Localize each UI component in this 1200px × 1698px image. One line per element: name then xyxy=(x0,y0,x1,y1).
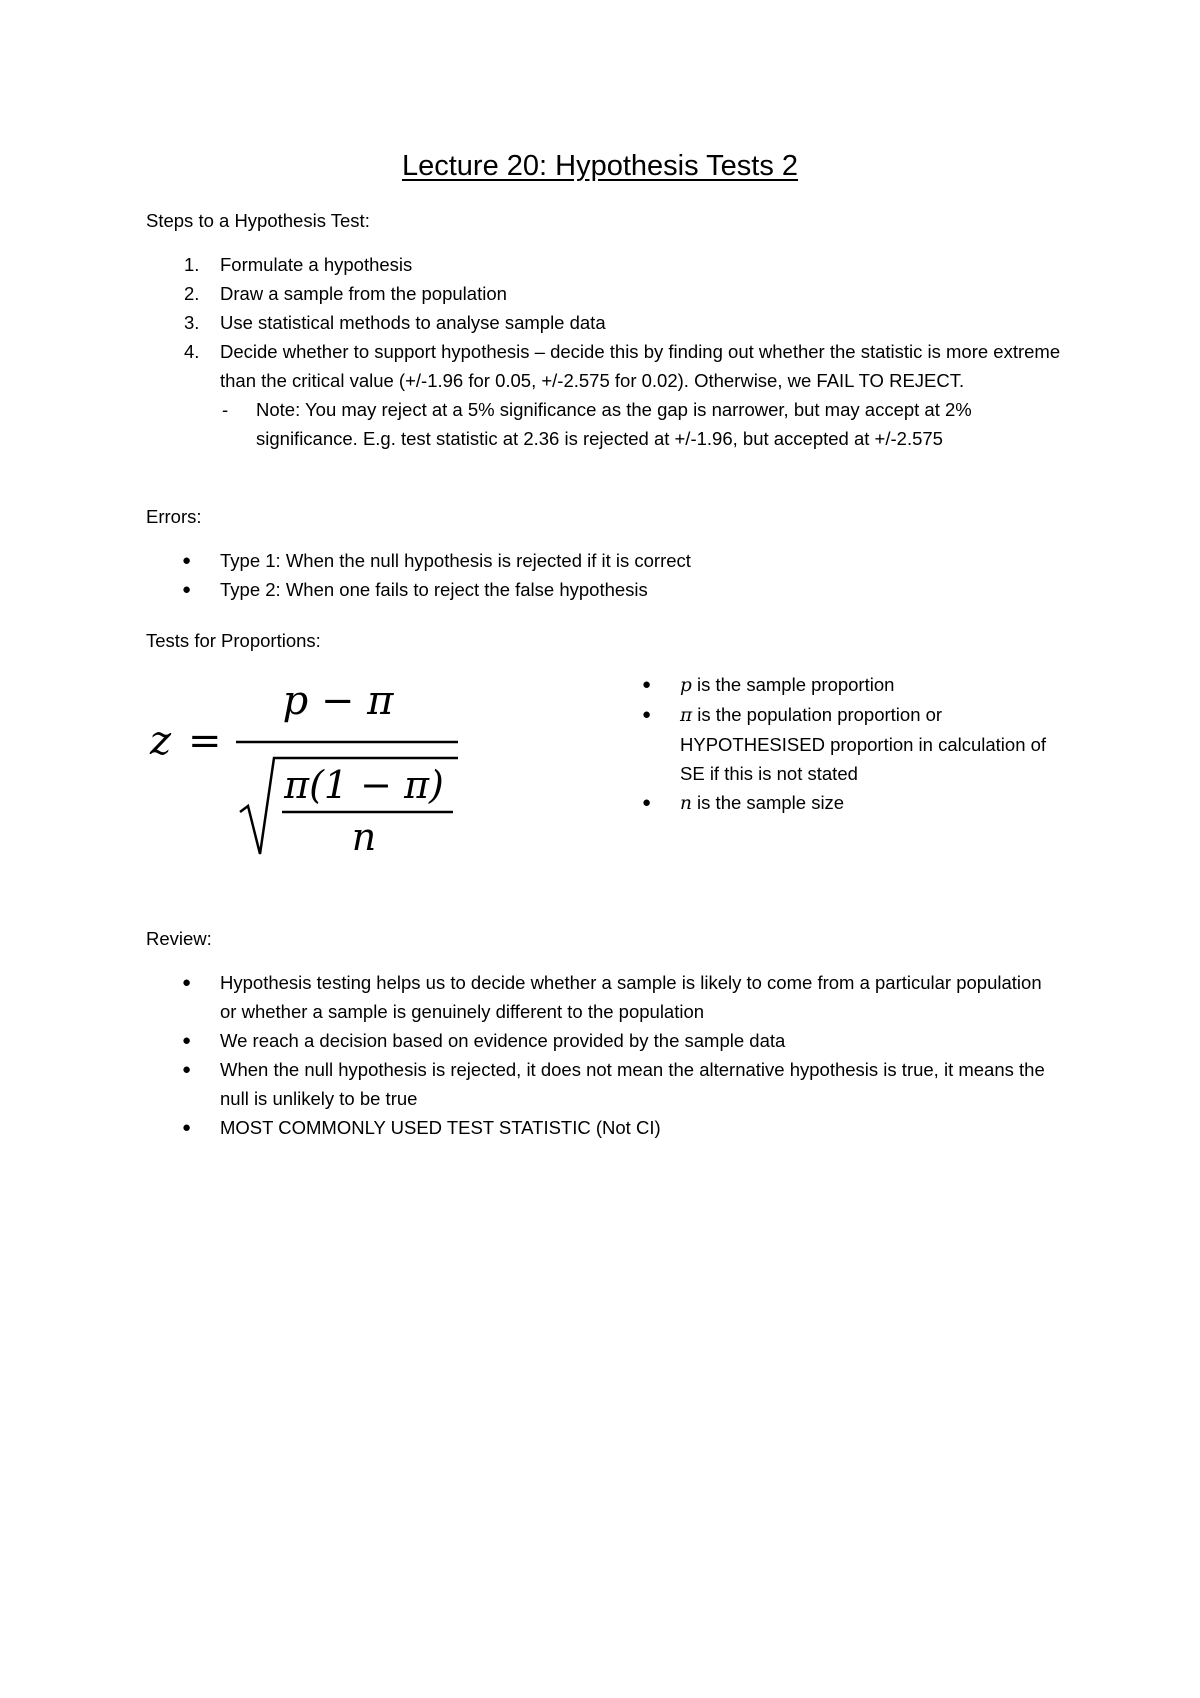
radicand-numerator: π(1 − π) xyxy=(284,763,444,807)
list-number: 4. xyxy=(184,341,200,362)
list-item xyxy=(146,575,1066,604)
step-note-text: Note: You may reject at a 5% significance as the gap is narrower, but may accept at 2% significance. E.g. test statistic at 2.36 is rejected at +/-1.96, but accepted at +/-2.575 xyxy=(256,399,972,449)
list-item xyxy=(146,308,1066,337)
definition-text: is the sample proportion xyxy=(691,674,895,695)
radicand-denominator: n xyxy=(351,815,377,859)
steps-list xyxy=(146,250,1066,453)
list-item-text: Draw a sample from the population xyxy=(220,283,507,304)
definition-text: is the sample size xyxy=(691,792,845,813)
list-item-text: Use statistical methods to analyse sample data xyxy=(220,312,606,333)
bullet-icon: ● xyxy=(182,1061,192,1078)
definition-text: is the population proportion or HYPOTHESISED proportion in calculation of SE if this is not stated xyxy=(680,704,1047,784)
list-item xyxy=(146,546,1066,575)
symbol-pi: π xyxy=(680,705,693,726)
list-item-text: Formulate a hypothesis xyxy=(220,254,413,275)
list-item-text: When the null hypothesis is rejected, it does not mean the alternative hypothesis is true, it means the null is unlikely to be true xyxy=(220,1059,1045,1109)
list-item-text: MOST COMMONLY USED TEST STATISTIC (Not CI) xyxy=(220,1117,661,1138)
list-item xyxy=(146,1026,1056,1055)
dash-marker: - xyxy=(222,399,229,420)
list-item xyxy=(146,1055,1056,1113)
list-item-text: Hypothesis testing helps us to decide whether a sample is likely to come from a particular population or whether a sample is genuinely different to the population xyxy=(220,972,1042,1022)
list-item xyxy=(146,337,1066,395)
step-note xyxy=(146,395,1066,453)
bullet-icon: ● xyxy=(182,974,192,991)
z-test-formula xyxy=(148,672,468,862)
list-item-text: Type 2: When one fails to reject the false hypothesis xyxy=(220,579,648,600)
list-item-text: Type 1: When the null hypothesis is rejected if it is correct xyxy=(220,550,691,571)
formula-lhs: z xyxy=(150,718,172,764)
list-item xyxy=(640,670,1070,700)
list-item xyxy=(640,788,1070,818)
list-item xyxy=(146,279,1066,308)
symbol-definitions xyxy=(640,670,1070,818)
list-number: 1. xyxy=(184,254,200,275)
page-title: Lecture 20: Hypothesis Tests 2 xyxy=(401,150,799,182)
review-list xyxy=(146,968,1056,1142)
list-number: 2. xyxy=(184,283,200,304)
formula-equals: = xyxy=(188,718,222,764)
list-item xyxy=(146,968,1056,1026)
bullet-icon: ● xyxy=(182,581,192,598)
bullet-icon: ● xyxy=(182,1032,192,1049)
bullet-icon: ● xyxy=(642,794,652,811)
list-item xyxy=(146,1113,1056,1142)
steps-heading: Steps to a Hypothesis Test: xyxy=(146,210,370,231)
formula-numerator: p − π xyxy=(282,678,394,724)
review-heading: Review: xyxy=(146,928,212,949)
bullet-icon: ● xyxy=(182,552,192,569)
errors-heading: Errors: xyxy=(146,506,202,527)
list-item-text: We reach a decision based on evidence provided by the sample data xyxy=(220,1030,786,1051)
errors-list xyxy=(146,546,1066,604)
list-number: 3. xyxy=(184,312,200,333)
bullet-icon: ● xyxy=(182,1119,192,1136)
bullet-icon: ● xyxy=(642,706,652,723)
symbol-p: p xyxy=(680,675,692,696)
bullet-icon: ● xyxy=(642,676,652,693)
proportions-heading: Tests for Proportions: xyxy=(146,630,321,651)
symbol-n: n xyxy=(680,793,692,814)
list-item-text: Decide whether to support hypothesis – decide this by finding out whether the statistic is more extreme than the critical value (+/-1.96 for 0.05, +/-2.575 for 0.02). Otherwise, we FAIL TO REJECT. xyxy=(220,341,1061,391)
list-item xyxy=(146,250,1066,279)
list-item xyxy=(640,700,1070,788)
